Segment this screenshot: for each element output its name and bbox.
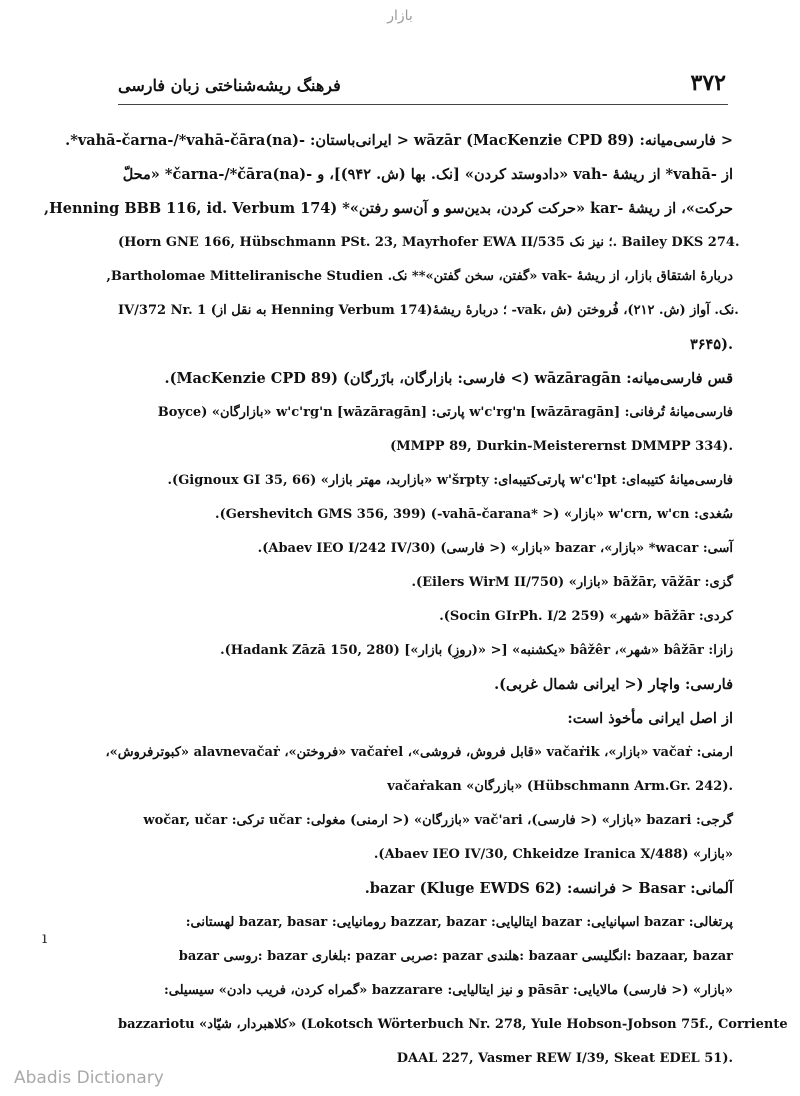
entry-line-17: فارسی: واچار (< ایرانی شمال غربی).: [494, 676, 733, 693]
entry-line-10: (MMPP 89, Durkin-Meisterernst DMMPP 334).: [390, 439, 733, 454]
margin-tick-mark: ı: [42, 928, 48, 947]
dictionary-entry: [44, 124, 788, 1076]
entry-line-6: IV/372 Nr. 1 (به نقل از Henning Verbum 174)؛ دربارهٔ ریشهٔ -vak، نک. آواز (ش. ۲۱۲)، فُروختن (ش.: [118, 303, 739, 318]
running-header-title: فرهنگ ریشه‌شناختی زبان فارسی: [118, 76, 341, 95]
entry-line-20: vačaṙakan «بازرگان» (Hübschmann Arm.Gr. 242).: [387, 779, 733, 794]
entry-line-15: کردی: bāžār «شهر» (Socin GIrPh. I/2 259).: [439, 609, 733, 624]
page-number: ۳۷۲: [690, 70, 726, 96]
entry-line-2: از -vahā* از ریشهٔ -vah «دادوستد کردن» [نک. بها (ش. ۹۴۲)]، و -čarna-/*čāra(na)* «محلّ: [122, 166, 733, 183]
entry-line-5: دربارهٔ اشتقاق بازار، از ریشهٔ -vak «گفتن، سخن گفتن»** نک. Bartholomae Mitteliranische Studien,: [106, 269, 733, 284]
entry-line-12: سُغدی: w'crn, w'cn «بازار» (< *vahā-čarana-) (Gershevitch GMS 356, 399).: [215, 507, 733, 522]
entry-line-23: آلمانی: Basar < فرانسه: bazar (Kluge EWDS 62).: [364, 880, 733, 897]
watermark: Abadis Dictionary: [14, 1068, 164, 1088]
entry-line-9: فارسی‌میانهٔ تُرفانی: w'c'rg'n [wāzāragān] پارتی: w'c'rg'n [wāzāragān] «بازارگان» (Boyce: [157, 405, 733, 420]
entry-line-13: آسی: wacar* «بازار»، bazar «بازار» (< فارسی) (Abaev IEO I/242 IV/30).: [257, 541, 733, 556]
entry-line-16: زازا: bâžār «شهر»، bâžêr «یکشنبه» [< «(روزِ) بازار»] (Hadank Zāzā 150, 280).: [220, 643, 733, 658]
entry-line-1: < فارسی‌میانه: wāzār (MacKenzie CPD 89) < ایرانی‌باستان: -(vahā-čarna-/*vahā-čāra(na*.: [65, 132, 733, 149]
header-divider: [118, 104, 728, 105]
top-keyword: بازار: [387, 8, 413, 24]
entry-line-21: گرجی: bazari «بازار» (< فارسی)، vač'ari «بازرگان» (< ارمنی) مغولی: učar ترکی: wočar, učar: [143, 813, 733, 828]
entry-line-3: حرکت»، از ریشهٔ -kar «حرکت کردن، بدین‌سو و آن‌سو رفتن»* (Henning BBB 116, id. Verbum 174,: [44, 200, 733, 217]
entry-line-11: فارسی‌میانهٔ کتیبه‌ای: w'c'lpt پارتی‌کتیبه‌ای: w'šrpty «بازاربد، مهتر بازار» (Gignoux GI 35, 66).: [167, 473, 733, 488]
entry-line-22: «بازار» (Abaev IEO IV/30, Chkeidze Iranica X/488).: [373, 847, 733, 862]
entry-line-4: (Horn GNE 166, Hübschmann PSt. 23, Mayrhofer EWA II/535 ؛ نیز نک. Bailey DKS 274.: [118, 235, 740, 250]
entry-line-28: DAAL 227, Vasmer REW I/39, Skeat EDEL 51).: [396, 1051, 733, 1066]
entry-line-27: bazzariotu «کلاهبردار، شیّاد» (Lokotsch Wörterbuch Nr. 278, Yule Hobson-Jobson 75f., Corriente: [118, 1017, 788, 1032]
entry-line-18: از اصل ایرانی مأخوذ است:: [567, 710, 733, 727]
entry-line-14: گزی: bāžār, vāžār «بازار» (Eilers WirM II/750).: [411, 575, 733, 590]
entry-line-25: bazar روسی: bazar بلغاری: pazar صربی: pazar هلندی: bazaar انگلیسی: bazaar, bazar: [178, 949, 733, 964]
entry-line-26: «بازار» (< فارسی) مالایایی: pāsār و نیز ایتالیایی: bazzarare «گمراه کردن، فریب دادن» سیسیلی:: [163, 983, 733, 998]
entry-line-8: قس فارسی‌میانه: wāzāragān (> فارسی: بازارگان، بازَرگان) (MacKenzie CPD 89).: [164, 370, 733, 387]
entry-line-7: ۳۶۴۵).: [689, 336, 733, 353]
entry-line-19: ارمنی: vačaṙ «بازار»، vačaṙik «قابل فروش، فروشی»، vačaṙel «فروختن»، alavnevačaṙ «کبوترفروش»،: [105, 745, 733, 760]
entry-line-24: پرتغالی: bazar اسپانیایی: bazar ایتالیایی: bazzar, bazar رومانیایی: bazar, basar لهستانی:: [185, 915, 733, 930]
